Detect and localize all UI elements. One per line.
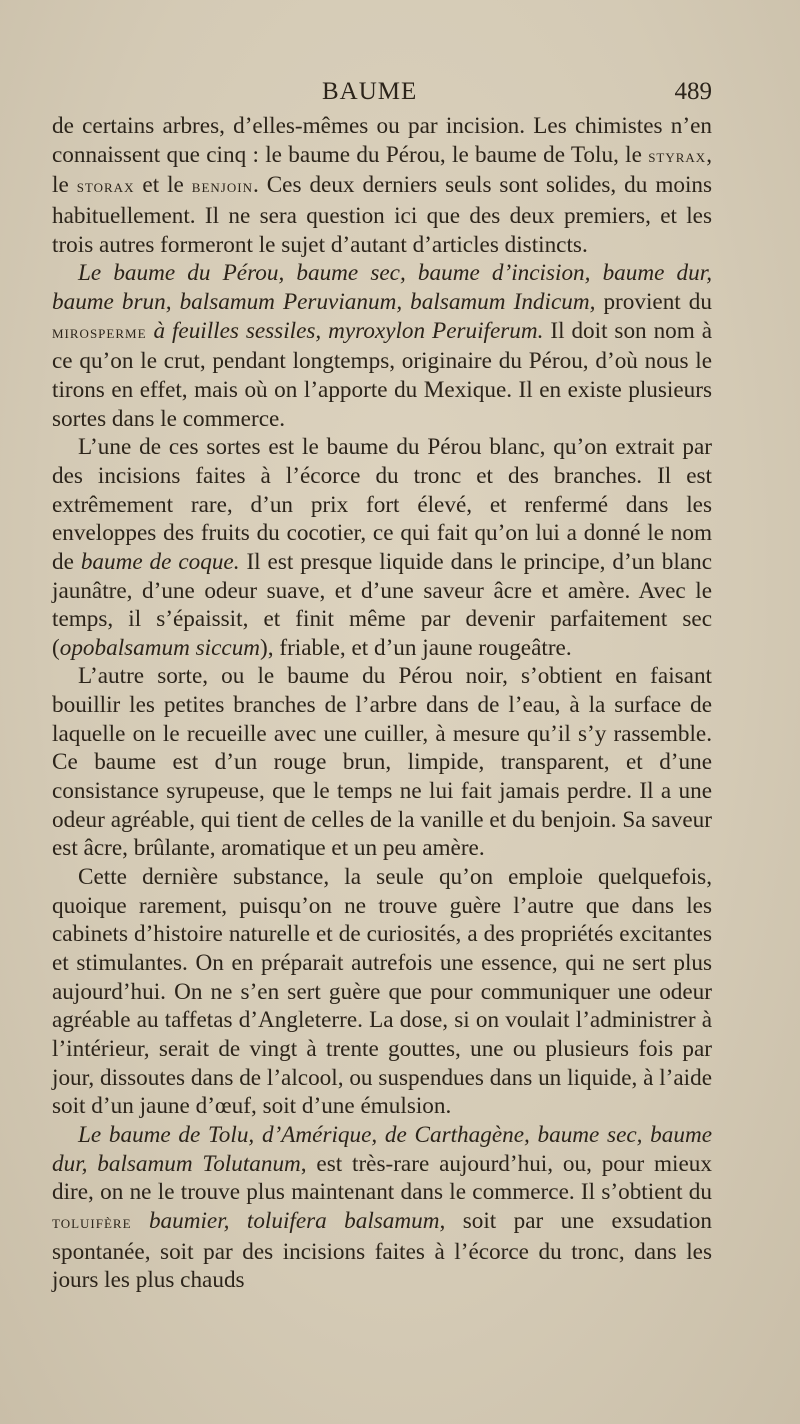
page-header: [52, 78, 712, 112]
small-caps-term: styrax: [648, 145, 707, 167]
running-head: BAUME: [322, 78, 418, 105]
small-caps-term: storax: [76, 176, 135, 198]
paragraph-5: [52, 863, 712, 1121]
text-run: ), friable, et d’un jaune rougeâtre.: [260, 634, 572, 661]
body-text: [52, 112, 712, 1295]
text-run: de certains arbres, d’elles-mêmes ou par incision. Les chimistes n’en connaissent que cinq : le baume du Pérou, le baume de Tolu, le: [52, 113, 712, 168]
paragraph-4: [52, 662, 712, 863]
italic-term: baume de coque.: [80, 548, 240, 575]
italic-term: baumier, toluifera balsamum,: [131, 1207, 446, 1234]
paragraph-2: [52, 259, 712, 433]
page-number: 489: [674, 78, 712, 105]
text-run: L’une de ces sortes est le baume du Pérou blanc, qu’on extrait par des incisions faites à l’écorce du tronc et des branches. Il est extrêmement rare, d’un prix fort élevé, et renfermé dans les enveloppes des fruits du cocotier, ce qui fait qu’on lui a donné le nom de: [52, 434, 712, 575]
text-run: Il est presque liquide dans le principe, d’un blanc jaunâtre, d’une odeur suave, et d’une saveur âcre et amère. Avec le temps, il s’épaissit, et finit même par devenir parfaitement sec (: [52, 548, 712, 661]
paragraph-1: [52, 112, 712, 259]
text-run: . Ces deux derniers seuls sont solides, du moins habituellement. Il ne sera question ici que des deux premiers, et les trois autres formeront le sujet d’autant d’articles distincts.: [52, 172, 713, 258]
italic-term: opobalsamum siccum: [59, 634, 261, 661]
text-run: , est très-rare aujourd’hui, ou, pour mieux dire, on ne le trouve plus maintenant dans le commerce. Il s’obtient du: [52, 1150, 712, 1206]
small-caps-term: benjoin: [191, 176, 253, 198]
text-run: L’autre sorte, ou le baume du Pérou noir, s’obtient en faisant bouillir les petites branches de l’arbre dans de l’eau, à la surface de laquelle on le recueille avec une cuiller, à mesure qu’il s’y rassemble. Ce baume est d’un rouge brun, limpide, transparent, et d’une consistance syrupeuse, que le temps ne lui fait jamais perdre. Il a une odeur agréable, qui tient de celles de la vanille et du benjoin. Sa saveur est âcre, brûlante, aromatique et un peu amère.: [52, 663, 712, 862]
small-caps-term: mirosperme: [52, 321, 147, 343]
italic-term: à feuilles sessiles, myroxylon Peruiferum.: [146, 317, 544, 344]
italic-term: Le baume du Pérou, baume sec, baume d’incision, baume dur, baume brun, balsamum Peruvianum, balsamum Indicum,: [52, 260, 712, 315]
text-run: et le: [134, 172, 192, 199]
text-run: provient du: [595, 288, 712, 315]
small-caps-term: toluifère: [52, 1211, 132, 1233]
text-run: soit par une exsudation spontanée, soit par des incisions faites à l’écorce du tronc, dans les jours les plus chauds: [52, 1207, 712, 1294]
italic-term: Le baume de Tolu, d’Amérique, de Carthagène, baume sec, baume dur, balsamum Tolutanum: [52, 1121, 712, 1177]
paragraph-6: [52, 1121, 712, 1295]
paragraph-3: [52, 433, 712, 662]
text-run: Cette dernière substance, la seule qu’on emploie quelquefois, quoique rarement, puisqu’on ne trouve guère l’autre que dans les cabinets d’histoire naturelle et de curiosités, a des propriétés excitantes et stimulantes. On en préparait autrefois une essence, qui ne sert plus aujourd’hui. On ne s’en sert guère que pour communiquer une odeur agréable au taffetas d’Angleterre. La dose, si on voulait l’administrer à l’intérieur, serait de vingt à trente gouttes, une ou plusieurs fois par jour, dissoutes dans de l’alcool, ou suspendues dans un liquide, à l’aide soit d’un jaune d’œuf, soit d’une émulsion.: [52, 864, 712, 1120]
text-run: , le: [52, 141, 712, 199]
text-run: Il doit son nom à ce qu’on le crut, pendant longtemps, originaire du Pérou, d’où nous le tirons en effet, mais où on l’apporte du Mexique. Il en existe plusieurs sortes dans le commerce.: [52, 317, 712, 432]
